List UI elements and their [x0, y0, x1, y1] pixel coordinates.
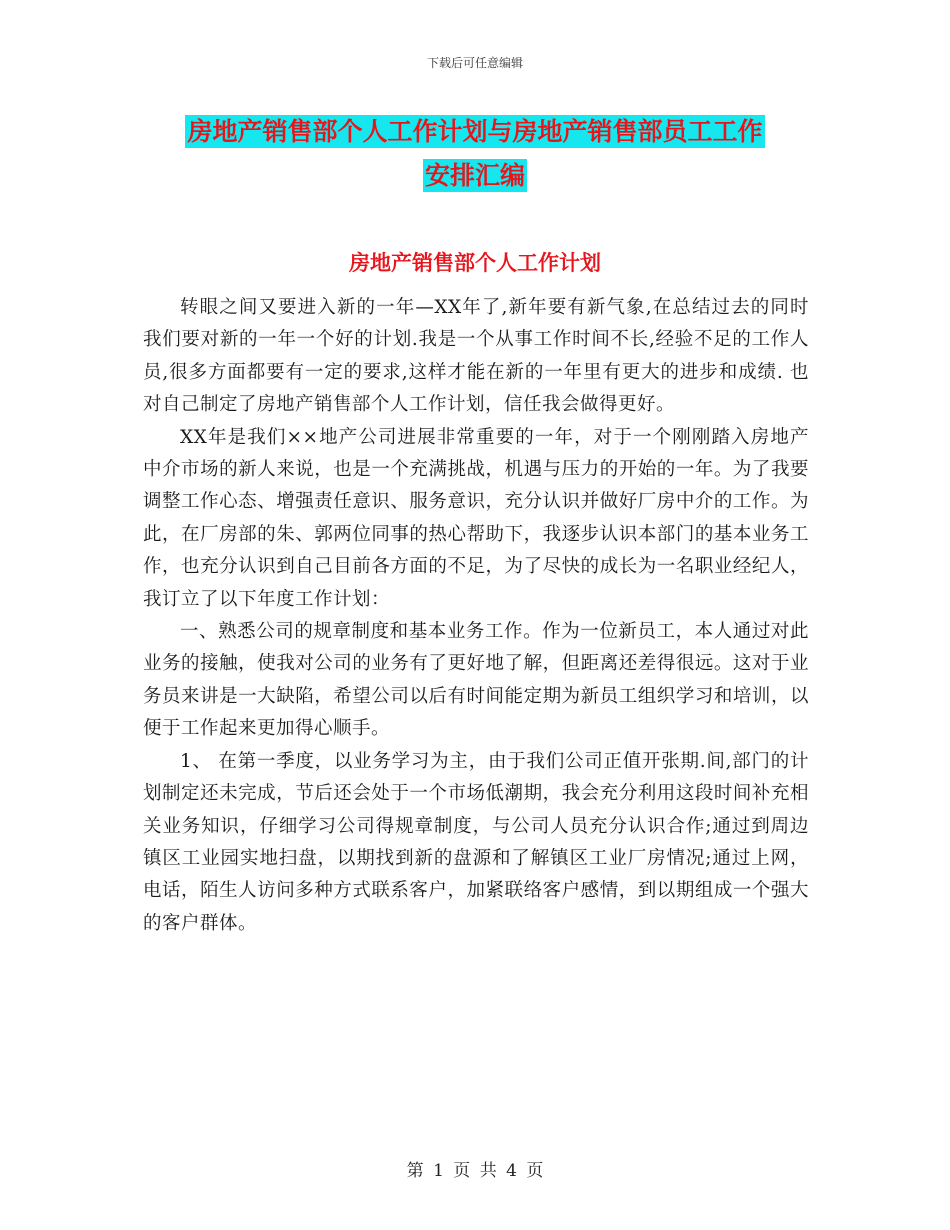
paragraph: XX年是我们××地产公司进展非常重要的一年，对于一个刚刚踏入房地产中介市场的新人来说，也是一个充满挑战，机遇与压力的开始的一年。为了我要调整工作心态、增强责任意识、服务意识，充分认识并做好厂房中介的工作。为此，在厂房部的朱、郭两位同事的热心帮助下，我逐步认识本部门的基本业务工作，也充分认识到自己目前各方面的不足，为了尽快的成长为一名职业经纪人，我订立了以下年度工作计划： [143, 426, 809, 610]
paragraph: 1、 在第一季度，以业务学习为主，由于我们公司正值开张期.间,部门的计划制定还未完成，节后还会处于一个市场低潮期，我会充分利用这段时间补充相关业务知识，仔细学习公司得规章制度，与公司人员充分认识合作;通过到周边镇区工业园实地扫盘，以期找到新的盘源和了解镇区工业厂房情况;通过上网，电话，陌生人访问多种方式联系客户，加紧联络客户感情，到以期组成一个强大的客户群体。 [143, 750, 809, 934]
header-note: 下载后可任意编辑 [426, 56, 523, 70]
paragraph: 转眼之间又要进入新的一年—XX年了,新年要有新气象,在总结过去的同时我们要对新的一年一个好的计划.我是一个从事工作时间不长,经验不足的工作人员,很多方面都要有一定的要求,这样才能在新的一年里有更大的进步和成绩. 也对自己制定了房地产销售部个人工作计划，信任我会做得更好。 [143, 297, 809, 416]
document-title [0, 110, 950, 198]
page-footer: 第 1 页 共 4 页 [406, 1161, 544, 1181]
body-text [143, 292, 809, 940]
document-title-line-2: 安排汇编 [424, 161, 525, 190]
paragraph: 一、熟悉公司的规章制度和基本业务工作。作为一位新员工，本人通过对此业务的接触，使我对公司的业务有了更好地了解，但距离还差得很远。这对于业务员来讲是一大缺陷，希望公司以后有时间能定期为新员工组织学习和培训，以便于工作起来更加得心顺手。 [143, 621, 809, 740]
document-title-line-1: 房地产销售部个人工作计划与房地产销售部员工工作 [187, 117, 763, 146]
section-title: 房地产销售部个人工作计划 [349, 251, 601, 275]
